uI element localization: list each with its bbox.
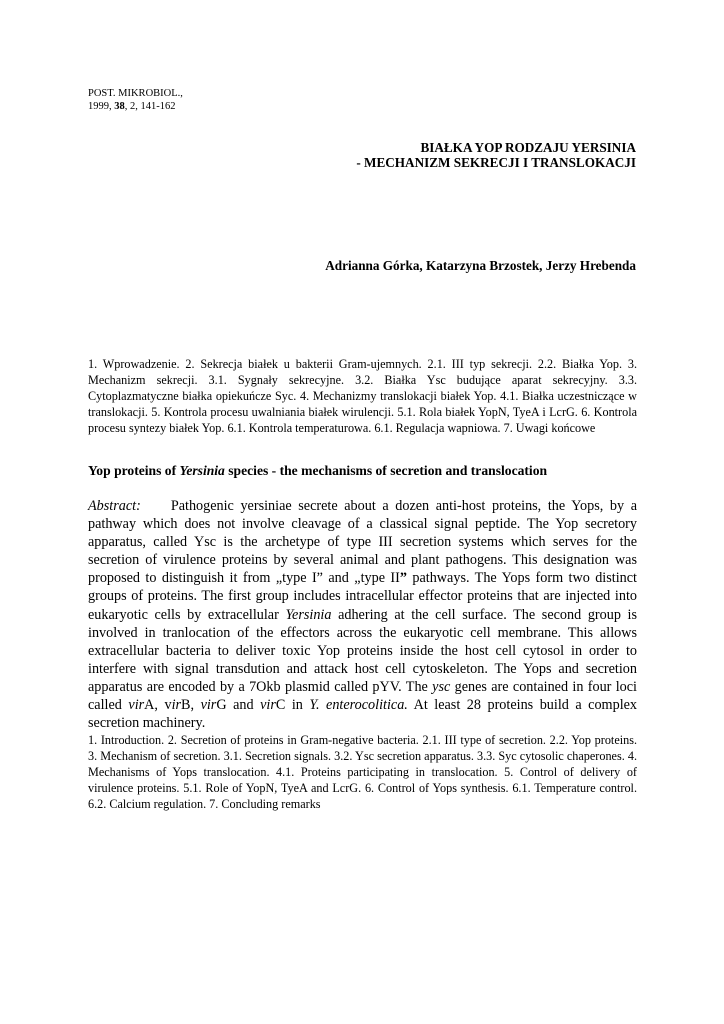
gene-virc-suffix: C in [275, 697, 310, 714]
abstract-text-4: At least 28 proteins build a complex secretion machinery. [88, 697, 638, 732]
journal-citation [88, 87, 183, 113]
english-title [88, 463, 648, 479]
abstract-text-3: genes are contained in four loci called [88, 678, 638, 714]
abstract-label: Abstract: [88, 498, 141, 514]
gene-virb-suffix: B, [181, 697, 201, 714]
abstract-text-1: Pathogenic yersiniae secrete about a dozen anti-host proteins, the Yops, by a pathway which does not involve cleavage of a classical signal peptide. The Yop secretory apparatus, called Ysc is the archetype of type III secretion systems which serves for the secretion of virulence proteins by several animal and plant pathogens. This designation was proposed to distinguish it from „type I” and „type II [88, 498, 637, 587]
article-title [356, 140, 636, 170]
species-name: Y. enterocolitica. [309, 697, 408, 714]
journal-volume: 38 [114, 101, 125, 112]
gene-vira-suffix: A, v [144, 697, 172, 714]
journal-issue-pages: , 2, 141-162 [124, 101, 176, 112]
abstract-genus: Yersinia [285, 606, 332, 623]
abstract [88, 497, 637, 732]
table-of-contents-english: 1. Introduction. 2. Secretion of proteins in Gram-negative bacteria. 2.1. III type of secretion. 2.2. Yop proteins. 3. Mechanism of secretion. 3.1. Secretion signals. 3.2. Ysc secretion apparatus. 3.3. Syc cytosolic chaperones. 4. Mechanisms of Yops translocation. 4.1. Proteins participating in translocation. 5. Control of delivery of virulence proteins. 5.1. Role of YopN, TyeA and LcrG. 6. Control of Yops synthesis. 6.1. Temperature control. 6.2. Calcium regulation. 7. Concluding remarks [88, 733, 637, 811]
english-title-part-1: Yop proteins of [88, 463, 180, 478]
abstract-text-1c: pathways. The Yops form two distinct groups of proteins. The first group includes intracellular effector proteins that are injected into eukaryotic cells by extracellular [88, 570, 637, 623]
table-of-contents-polish: 1. Wprowadzenie. 2. Sekrecja białek u bakterii Gram-ujemnych. 2.1. III typ sekrecji. 2.2. Białka Yop. 3. Mechanizm sekrecji. 3.1. Sygnały sekrecyjne. 3.2. Białka Ysc budujące aparat sekrecyjny. 3.3. Cytoplazmatyczne białka opiekuńcze Syc. 4. Mechanizmy translokacji białek Yop. 4.1. Białka uczestniczące w translokacji. 5. Kontrola procesu uwalniania białek wirulencji. 5.1. Rola białek YopN, TyeA i LcrG. 6. Kontrola procesu syntezy białek Yop. 6.1. Kontrola temperaturowa. 6.1. Regulacja wapniowa. 7. Uwagi końcowe [88, 357, 637, 435]
abstract-quote-mark: ” [399, 570, 407, 587]
gene-virg-suffix: G and [216, 697, 261, 714]
abstract-ysc: ysc [432, 678, 451, 695]
english-title-part-3: species - the mechanisms of secretion and translocation [224, 463, 548, 478]
gene-virg-prefix: vir [200, 697, 217, 714]
gene-virc-prefix: vir [260, 697, 276, 714]
gene-vira-prefix: vir [128, 697, 145, 714]
abstract-text-2: adhering at the cell surface. The second group is involved in tranlocation of the effectors across the eukaryotic cell membrane. This allows extracellular bacteria to deliver toxic Yop proteins inside the host cell cytosol in order to interfere with signal transdution and attack host cell cytoskeleton. The Yops and secretion apparatus are encoded by a 7Okb plasmid called pYV. The [88, 606, 638, 695]
gene-virb-prefix: ir [171, 697, 182, 714]
journal-year: 1999, [88, 101, 112, 112]
title-line-1: BIAŁKA YOP RODZAJU YERSINIA [420, 140, 636, 155]
title-line-2: - MECHANIZM SEKRECJI I TRANSLOKACJI [356, 155, 636, 170]
journal-volume-line [88, 100, 183, 113]
authors: Adrianna Górka, Katarzyna Brzostek, Jerzy Hrebenda [325, 258, 636, 273]
journal-name: POST. MIKROBIOL., [88, 88, 183, 99]
english-title-genus: Yersinia [179, 463, 225, 478]
